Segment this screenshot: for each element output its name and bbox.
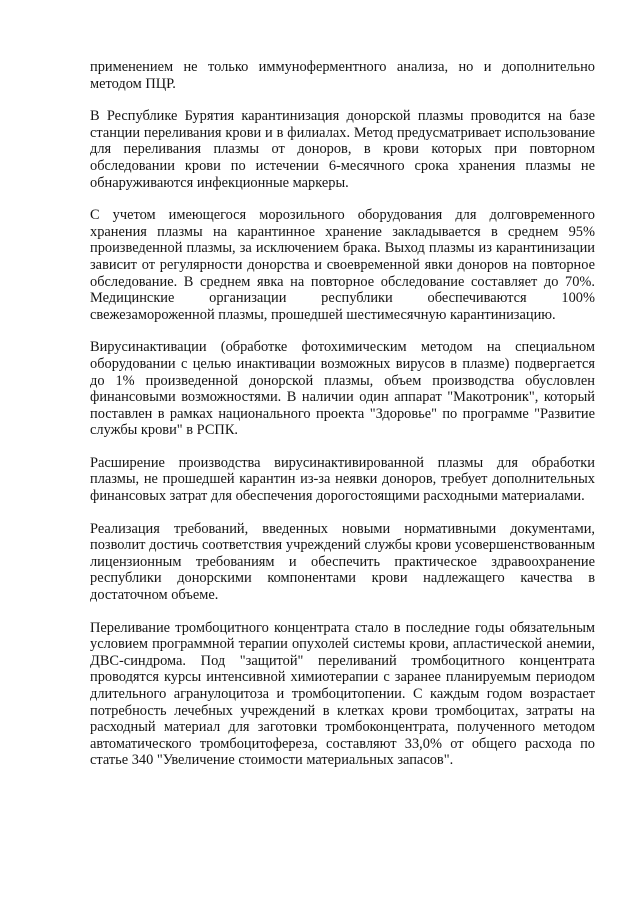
paragraph-virus-inactivation: Вирусинактивации (обработке фотохимическим методом на специальном оборудовании с целью инактивации возможных вирусов в плазме) подвергается до 1% произведенной донорской плазмы, объем производства обусловлен финансовыми возможностями. В наличии один аппарат "Макотроник", который поставлен в рамках национального проекта "Здоровье" по программе "Развитие службы крови" в РСПК. <box>90 339 595 439</box>
paragraph-platelet-transfusion: Переливание тромбоцитного концентрата стало в последние годы обязательным условием программной терапии опухолей системы крови, апластической анемии, ДВС-синдрома. Под "защитой" переливаний тромбоцитного концентрата проводятся курсы интенсивной химиотерапии с заранее планируемым периодом длительного агранулоцитоза и тромбоцитопении. С каждым годом возрастает потребность лечебных учреждений в клетках крови тромбоцитах, затраты на расходный материал для заготовки тромбоконцентрата, полученного методом автоматического тромбоцитофереза, составляют 33,0% от общего расхода по статье 340 "Увеличение стоимости материальных запасов". <box>90 619 595 769</box>
paragraph-pcr-continuation: применением не только иммуноферментного анализа, но и дополнительно методом ПЦР. <box>90 59 595 92</box>
paragraph-production-expansion: Расширение производства вирусинактивированной плазмы для обработки плазмы, не прошедшей карантин из-за неявки доноров, требует дополнительных финансовых затрат для обеспечения дорогостоящими расходными материалами. <box>90 454 595 505</box>
paragraph-freezer-storage: С учетом имеющегося морозильного оборудования для долговременного хранения плазмы на карантинное хранение закладывается в среднем 95% произведенной плазмы, за исключением брака. Выход плазмы из карантинизации зависит от регулярности донорства и своевременной явки доноров на повторное обследование. В среднем явка на повторное обследование составляет до 70%. Медицинские организации республики обеспечиваются 100% свежезамороженной плазмы, прошедшей шестимесячную карантинизацию. <box>90 207 595 323</box>
paragraph-plasma-quarantine: В Республике Бурятия карантинизация донорской плазмы проводится на базе станции переливания крови и в филиалах. Метод предусматривает использование для переливания плазмы от доноров, в крови которых при повторном обследовании крови по истечении 6-месячного срока хранения плазмы не обнаруживаются инфекционные маркеры. <box>90 108 595 191</box>
document-page <box>90 59 595 785</box>
paragraph-regulatory-requirements: Реализация требований, введенных новыми нормативными документами, позволит достичь соответствия учреждений службы крови усовершенствованным лицензионным требованиям и обеспечить практическое здравоохранение республики донорскими компонентами крови надлежащего качества в достаточном объеме. <box>90 520 595 604</box>
